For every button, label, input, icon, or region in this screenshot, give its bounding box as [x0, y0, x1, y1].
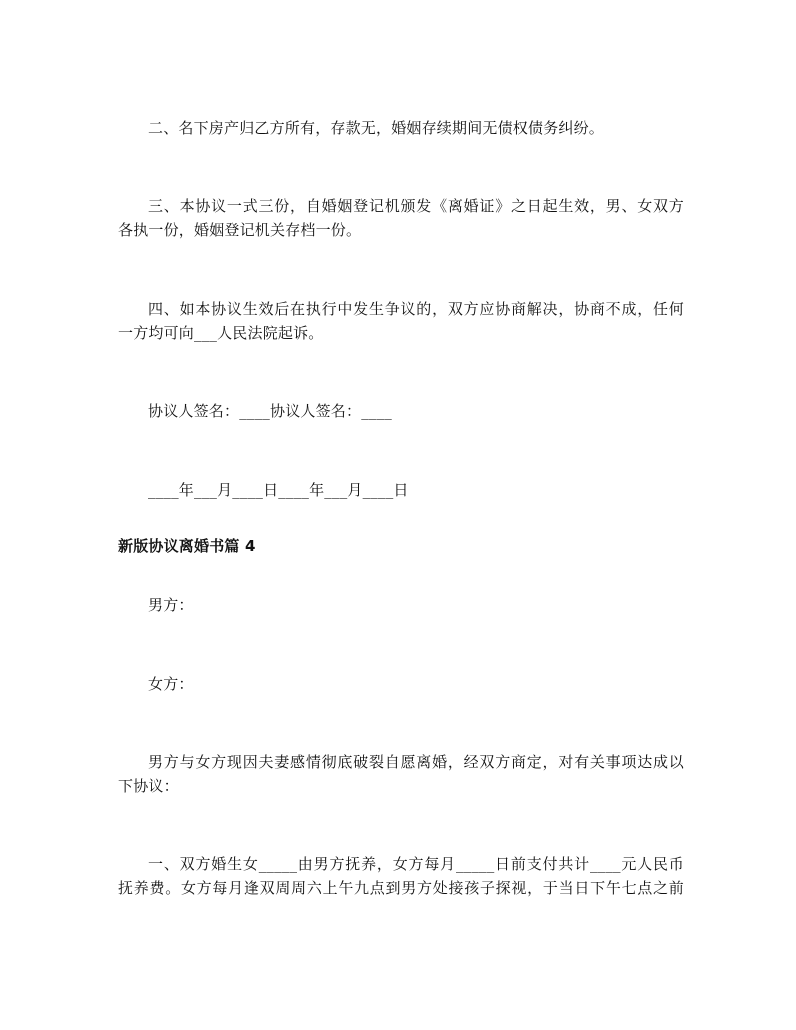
- item-one-line-1: 一、双方婚生女_____由男方抚养，女方每月_____日前支付共计____元人民币: [148, 855, 684, 873]
- male-party-label: 男方：: [148, 596, 194, 614]
- female-party-label: 女方：: [148, 675, 194, 693]
- clause-two-line-1: 二、名下房产归乙方所有，存款无，婚姻存续期间无债权债务纠纷。: [148, 119, 605, 137]
- intro-line-1: 男方与女方现因夫妻感情彻底破裂自愿离婚，经双方商定，对有关事项达成以: [148, 753, 684, 771]
- date-line: ____年___月____日____年___月____日: [148, 481, 409, 499]
- clause-three-line-1: 三、本协议一式三份，自婚姻登记机颁发《离婚证》之日起生效，男、女双方: [148, 197, 684, 215]
- item-one-line-2: 抚养费。女方每月逢双周周六上午九点到男方处接孩子探视，于当日下午七点之前: [118, 879, 684, 897]
- signature-line: 协议人签名：____协议人签名：____: [148, 402, 393, 420]
- section-title: 新版协议离婚书篇 4: [118, 537, 256, 555]
- intro-line-2: 下协议：: [118, 777, 179, 795]
- clause-three-line-2: 各执一份，婚姻登记机关存档一份。: [118, 221, 362, 239]
- clause-four-line-2: 一方均可向___人民法院起诉。: [118, 324, 324, 342]
- clause-four-line-1: 四、如本协议生效后在执行中发生争议的，双方应协商解决，协商不成，任何: [148, 300, 684, 318]
